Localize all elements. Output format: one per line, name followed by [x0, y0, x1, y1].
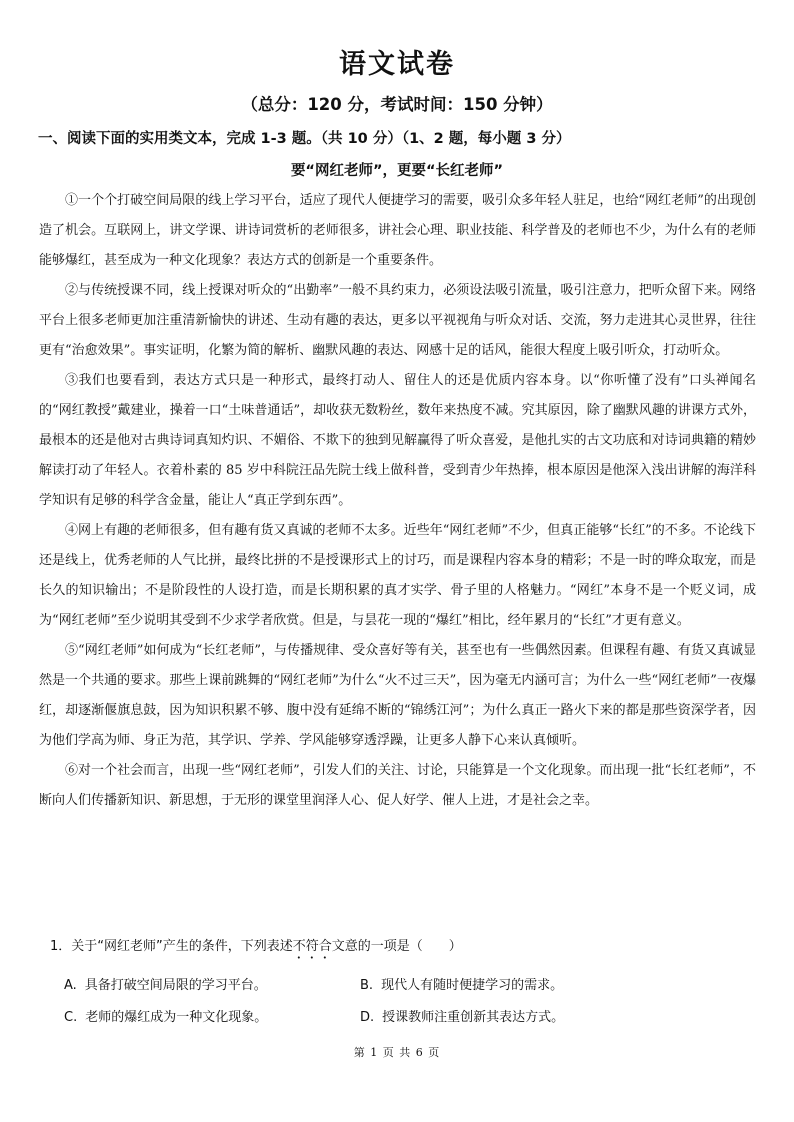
- option-text: 具备打破空间局限的学习平台。: [84, 978, 267, 993]
- article-body: [39, 186, 756, 816]
- question-1: [50, 935, 750, 1028]
- question-stem-emphasis: 不符合: [292, 939, 332, 954]
- page-footer: 第 1 页 共 6 页: [353, 1046, 441, 1059]
- option-text: 老师的爆红成为一种文化现象。: [85, 1010, 268, 1025]
- question-stem: [50, 935, 750, 962]
- option-text: 授课教师注重创新其表达方式。: [382, 1010, 565, 1025]
- option-text: 现代人有随时便捷学习的需求。: [381, 978, 564, 993]
- option-letter: B.: [360, 978, 374, 993]
- article-paragraph-6: ⑥对一个社会而言，出现一些“网红老师”，引发人们的关注、讨论，只能算是一个文化现象。而出现一批“长红老师”，不断向人们传播新知识、新思想，于无形的课堂里润泽人心、促人好学、催人上进，才是社会之幸。: [39, 763, 756, 808]
- article-paragraph-3: ③我们也要看到，表达方式只是一种形式，最终打动人、留住人的还是优质内容本身。以“你听懂了没有”口头禅闻名的“网红教授”戴建业，操着一口“土味普通话”，却收获无数粉丝，数年来热度不减。究其原因，除了幽默风趣的讲课方式外，最根本的还是他对古典诗词真知灼识、不媚俗、不欺下的独到见解赢得了听众喜爱，是他扎实的古文功底和对诗词典籍的精妙解读打动了年轻人。衣着朴素的 85 岁中科院汪品先院士线上做科普，受到青少年热捧，根本原因是他深入浅出讲解的海洋科学知识有足够的科学含金量，能让人“真正学到东西”。: [39, 373, 756, 508]
- question-options: [50, 976, 750, 1028]
- option-letter: D.: [360, 1010, 375, 1025]
- article-paragraph-2: ②与传统授课不同，线上授课对听众的“出勤率”一般不具约束力，必须设法吸引流量，吸引注意力，把听众留下来。网络平台上很多老师更加注重清新愉快的讲述、生动有趣的表达，更多以平视视角与听众对话、交流，努力走进其心灵世界，往往更有“治愈效果”。事实证明，化繁为简的解析、幽默风趣的表达、网感十足的话风，能很大程度上吸引听众，打动听众。: [39, 283, 756, 358]
- article-paragraph-4: ④网上有趣的老师很多，但有趣有货又真诚的老师不太多。近些年“网红老师”不少，但真正能够“长红”的不多。不论线下还是线上，优秀老师的人气比拼，最终比拼的不是授课形式上的讨巧，而是课程内容本身的精彩；不是一时的哗众取宠，而是长久的知识输出；不是阶段性的人设打造，而是长期积累的真才实学、骨子里的人格魅力。“网红”本身不是一个贬义词，成为“网红老师”至少说明其受到不少求学者欣赏。但是，与昙花一现的“爆红”相比，经年累月的“长红”才更有意义。: [39, 523, 756, 628]
- article-paragraph-5: ⑤“网红老师”如何成为“长红老师”，与传播规律、受众喜好等有关，甚至也有一些偶然因素。但课程有趣、有货又真诚显然是一个共通的要求。那些上课前跳舞的“网红老师”为什么“火不过三天”，因为毫无内涵可言；为什么一些“网红老师”一夜爆红，却逐渐偃旗息鼓，因为知识积累不够、腹中没有延绵不断的“锦绣江河”；为什么真正一路火下来的都是那些资深学者，因为他们学高为师、身正为范，其学识、学养、学风能够穿透浮躁，让更多人静下心来认真倾听。: [39, 643, 756, 748]
- option-d[interactable]: [360, 1008, 690, 1028]
- option-a[interactable]: [64, 976, 360, 996]
- article-title: 要“网红老师”，更要“长红老师”: [290, 163, 504, 179]
- option-letter: A.: [64, 978, 77, 993]
- option-b[interactable]: [360, 976, 690, 996]
- exam-subtitle: （总分：120 分，考试时间：150 分钟）: [241, 95, 553, 114]
- section-heading: 一、阅读下面的实用类文本，完成 1-3 题。（共 10 分）（1、2 题，每小题 3 分）: [38, 131, 571, 147]
- question-stem-start: 1．关于“网红老师”产生的条件，下列表述: [50, 939, 293, 954]
- option-c[interactable]: [64, 1008, 360, 1028]
- article-paragraph-1: ①一个个打破空间局限的线上学习平台，适应了现代人便捷学习的需要，吸引众多年轻人驻足，也给“网红老师”的出现创造了机会。互联网上，讲文学课、讲诗词赏析的老师很多，讲社会心理、职业技能、科学普及的老师也不少，为什么有的老师能够爆红，甚至成为一种文化现象？表达方式的创新是一个重要条件。: [39, 193, 756, 268]
- exam-title: 语文试卷: [339, 49, 455, 80]
- question-stem-end: 文意的一项是（ ）: [331, 939, 462, 954]
- option-letter: C.: [64, 1010, 78, 1025]
